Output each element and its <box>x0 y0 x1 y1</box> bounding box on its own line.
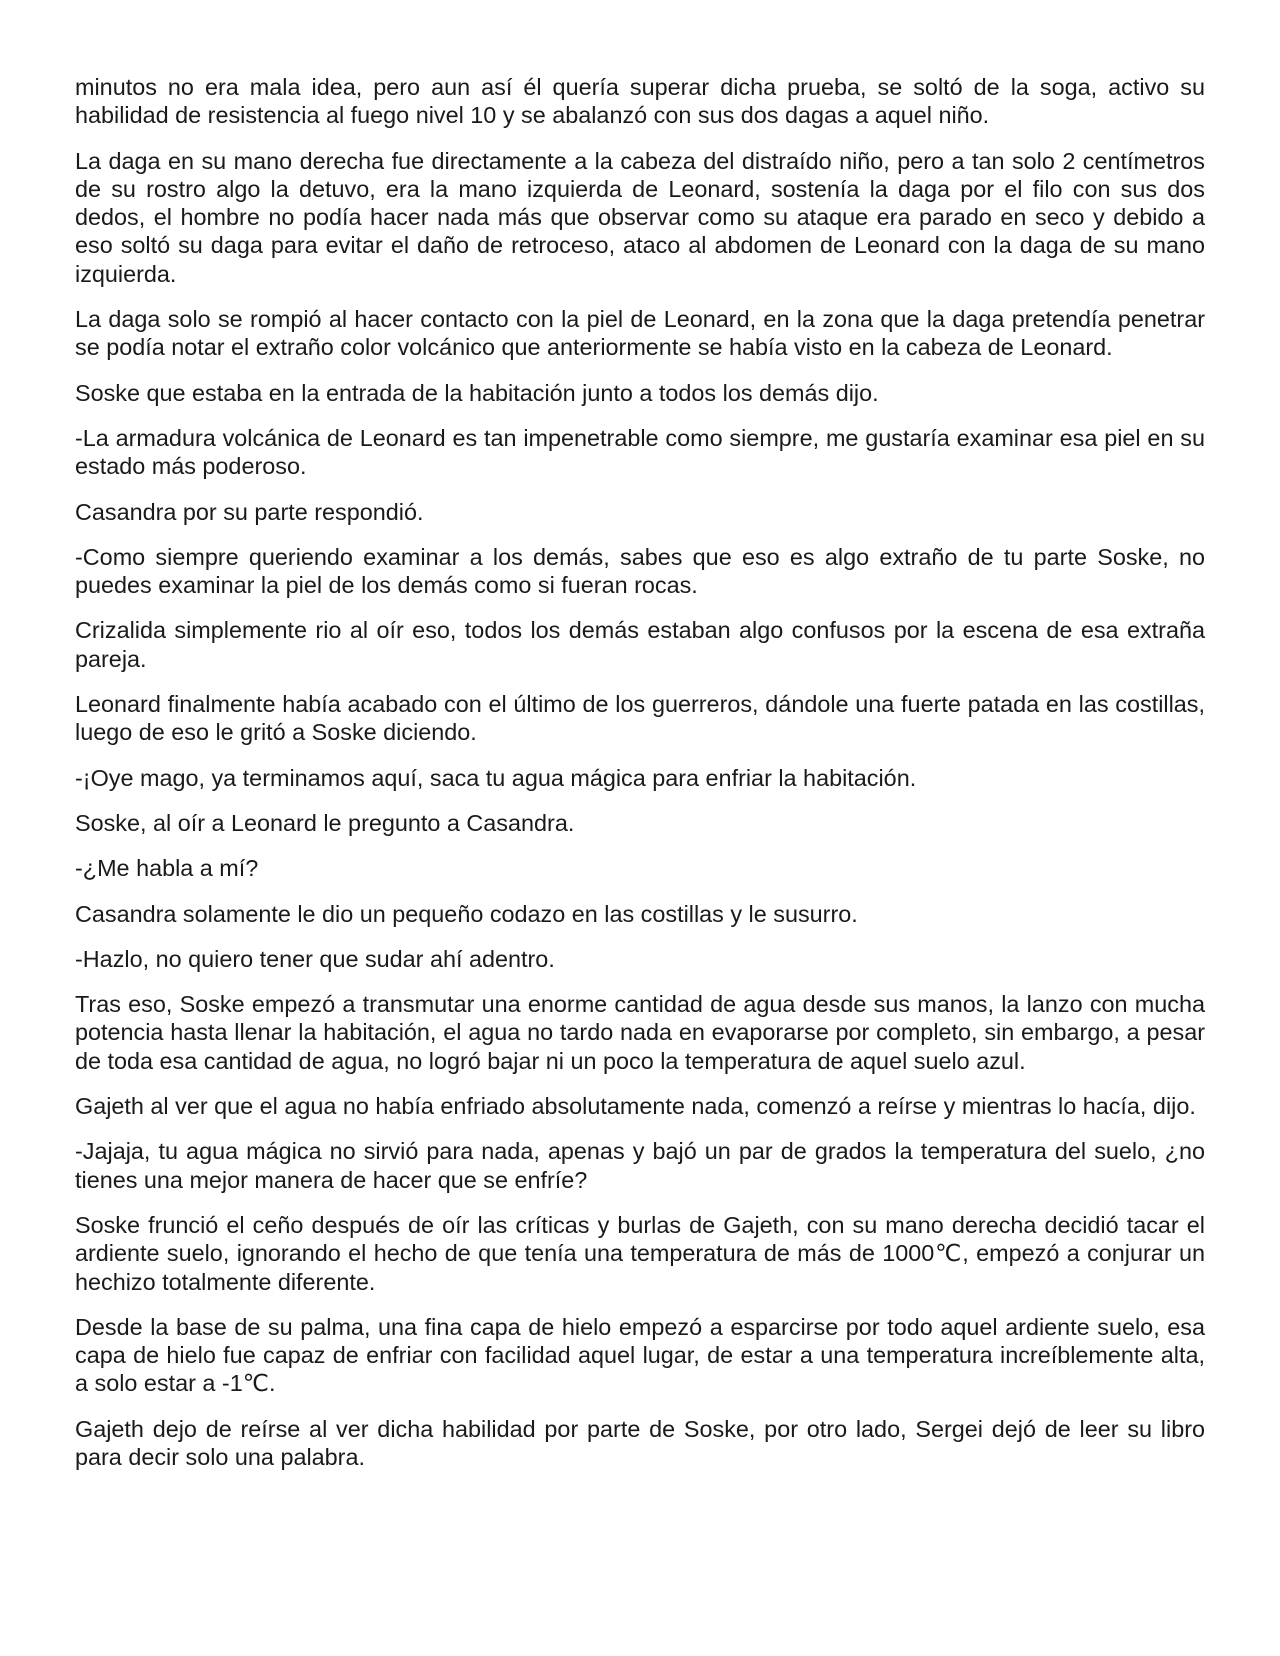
paragraph: La daga solo se rompió al hacer contacto con la piel de Leonard, en la zona que la daga pretendía penetrar se podía notar el extraño color volcánico que anteriormente se había visto en la cabeza de Leonard. <box>75 306 1205 361</box>
paragraph: Leonard finalmente había acabado con el último de los guerreros, dándole una fuerte patada en las costillas, luego de eso le gritó a Soske diciendo. <box>75 691 1205 746</box>
paragraph: Gajeth al ver que el agua no había enfriado absolutamente nada, comenzó a reírse y mientras lo hacía, dijo. <box>75 1093 1196 1120</box>
paragraph: Casandra por su parte respondió. <box>75 498 424 525</box>
paragraph: -Hazlo, no quiero tener que sudar ahí adentro. <box>75 945 555 972</box>
paragraph: minutos no era mala idea, pero aun así él quería superar dicha prueba, se soltó de la soga, activo su habilidad de resistencia al fuego nivel 10 y se abalanzó con sus dos dagas a aquel niño. <box>75 74 1205 129</box>
paragraph: Gajeth dejo de reírse al ver dicha habilidad por parte de Soske, por otro lado, Sergei dejó de leer su libro para decir solo una palabra. <box>75 1415 1205 1470</box>
paragraph: Casandra solamente le dio un pequeño codazo en las costillas y le susurro. <box>75 900 858 927</box>
paragraph: La daga en su mano derecha fue directamente a la cabeza del distraído niño, pero a tan solo 2 centímetros de su rostro algo la detuvo, era la mano izquierda de Leonard, sostenía la daga por el filo con sus dos dedos, el hombre no podía hacer nada más que observar como su ataque era parado en seco y debido a eso soltó su daga para evitar el daño de retroceso, ataco al abdomen de Leonard con la daga de su mano izquierda. <box>75 147 1205 287</box>
paragraph: -¡Oye mago, ya terminamos aquí, saca tu agua mágica para enfriar la habitación. <box>75 764 917 791</box>
paragraph: -La armadura volcánica de Leonard es tan impenetrable como siempre, me gustaría examinar esa piel en su estado más poderoso. <box>75 424 1205 480</box>
paragraph: -¿Me habla a mí? <box>75 855 259 882</box>
paragraph: Crizalida simplemente rio al oír eso, todos los demás estaban algo confusos por la escena de esa extraña pareja. <box>75 617 1205 672</box>
paragraph: Soske que estaba en la entrada de la habitación junto a todos los demás dijo. <box>75 379 879 406</box>
paragraph: Tras eso, Soske empezó a transmutar una enorme cantidad de agua desde sus manos, la lanzo con mucha potencia hasta llenar la habitación, el agua no tardo nada en evaporarse por completo, sin embargo, a pesar de toda esa cantidad de agua, no logró bajar ni un poco la temperatura de aquel suelo azul. <box>75 991 1205 1074</box>
paragraph: Desde la base de su palma, una fina capa de hielo empezó a esparcirse por todo aquel ardiente suelo, esa capa de hielo fue capaz de enfriar con facilidad aquel lugar, de estar a una temperatura increíblemente alta, a solo estar a -1℃. <box>75 1313 1205 1397</box>
paragraph: -Como siempre queriendo examinar a los demás, sabes que eso es algo extraño de tu parte Soske, no puedes examinar la piel de los demás como si fueran rocas. <box>75 543 1205 599</box>
paragraph: Soske frunció el ceño después de oír las críticas y burlas de Gajeth, con su mano derecha decidió tacar el ardiente suelo, ignorando el hecho de que tenía una temperatura de más de 1000℃, empezó a conjurar un hechizo totalmente diferente. <box>75 1211 1205 1295</box>
paragraph: Soske, al oír a Leonard le pregunto a Casandra. <box>75 809 575 836</box>
paragraph: -Jajaja, tu agua mágica no sirvió para nada, apenas y bajó un par de grados la temperatura del suelo, ¿no tienes una mejor manera de hacer que se enfríe? <box>75 1138 1205 1193</box>
